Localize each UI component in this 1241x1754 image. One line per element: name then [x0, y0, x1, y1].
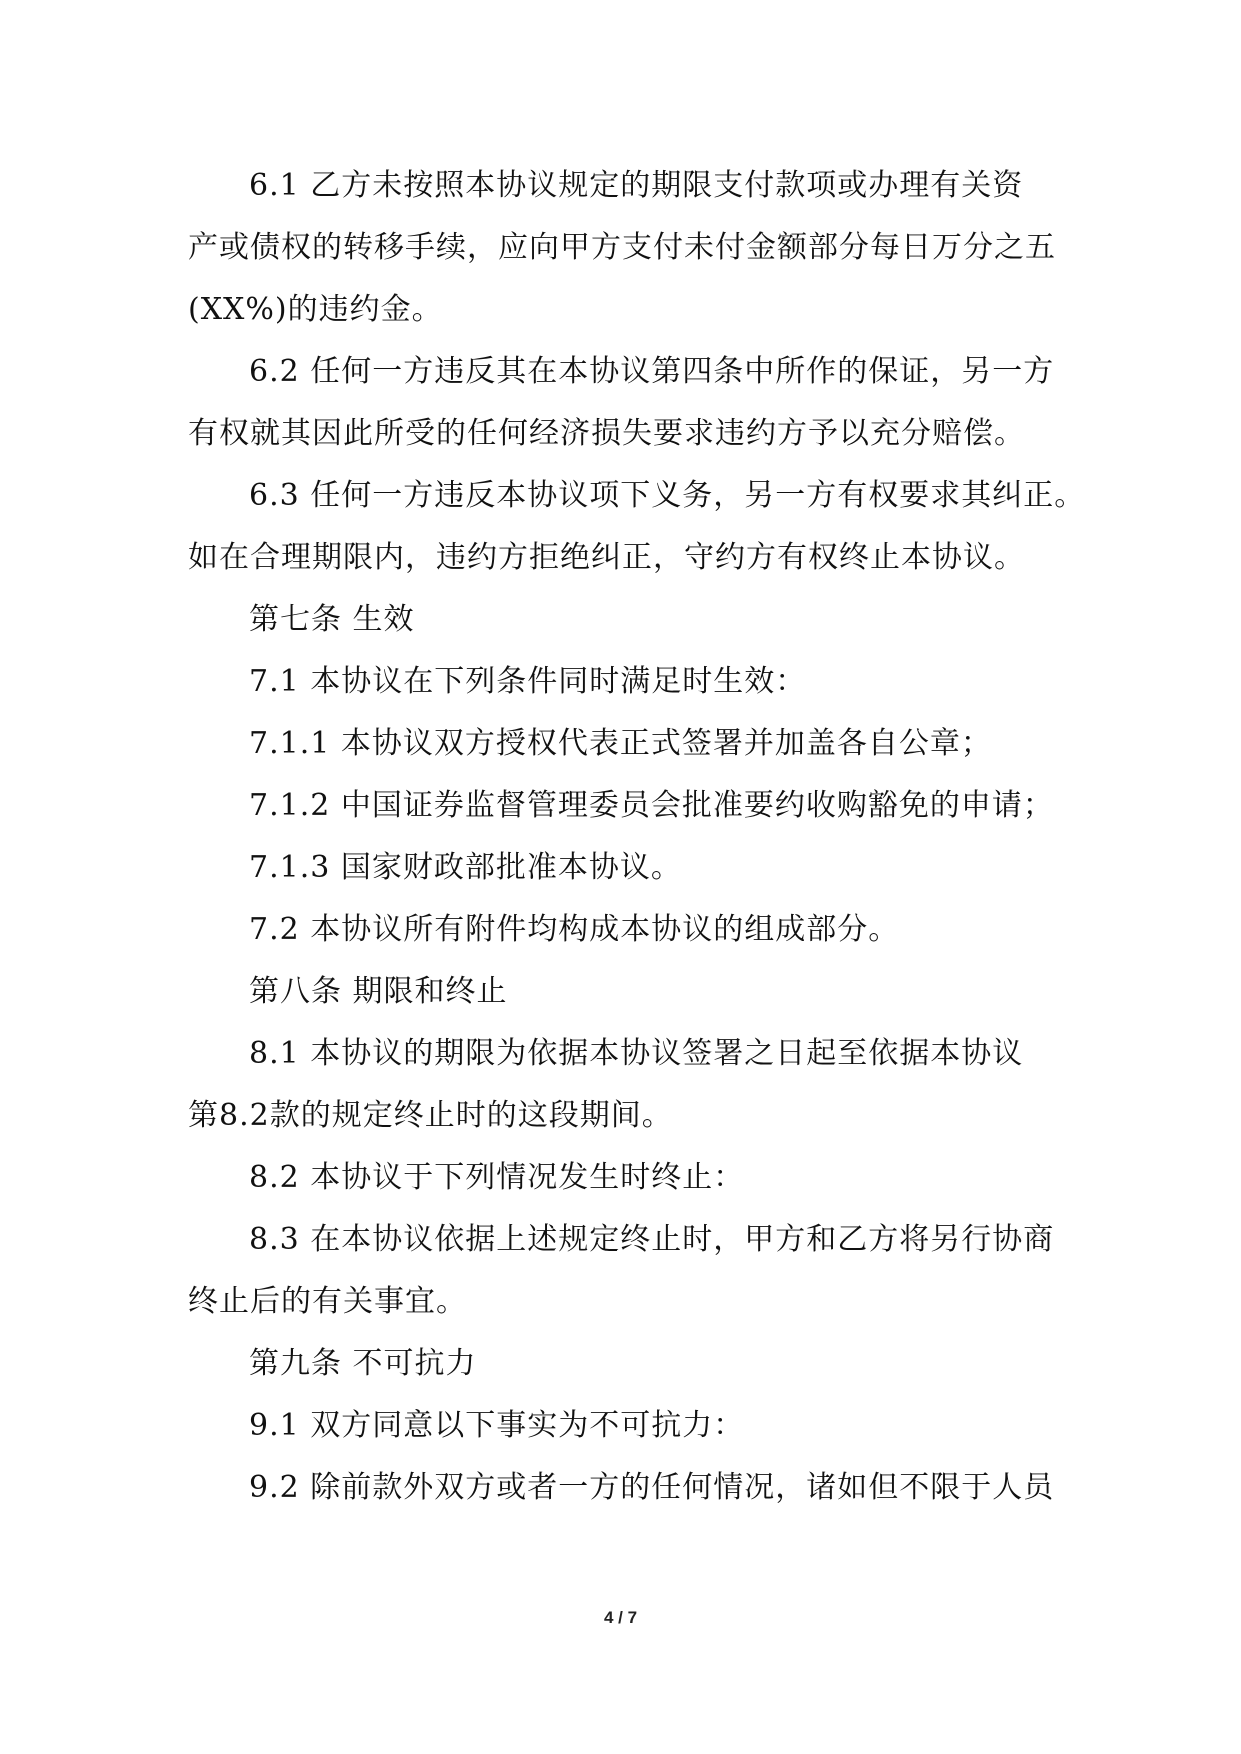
paragraph-8-2: 8.2 本协议于下列情况发生时终止：: [249, 1160, 745, 1195]
paragraph-6-3-line-2: 如在合理期限内，违约方拒绝纠正，守约方有权终止本协议。: [188, 540, 1025, 575]
paragraph-7-1: 7.1 本协议在下列条件同时满足时生效：: [249, 664, 807, 699]
paragraph-6-1-line-3: (XX%)的违约金。: [188, 292, 443, 327]
article-7-heading: 第七条 生效: [249, 602, 415, 637]
paragraph-6-1-line-1: 6.1 乙方未按照本协议规定的期限支付款项或办理有关资: [249, 168, 1024, 203]
article-8-heading: 第八条 期限和终止: [249, 974, 508, 1009]
paragraph-6-1-line-2: 产或债权的转移手续，应向甲方支付未付金额部分每日万分之五: [188, 230, 1056, 265]
paragraph-9-2-line-1: 9.2 除前款外双方或者一方的任何情况，诸如但不限于人员: [249, 1470, 1055, 1505]
article-9-heading: 第九条 不可抗力: [249, 1346, 477, 1381]
paragraph-6-3-line-1: 6.3 任何一方违反本协议项下义务，另一方有权要求其纠正。: [249, 478, 1086, 513]
document-body: [188, 155, 1086, 1519]
paragraph-7-1-2: 7.1.2 中国证券监督管理委员会批准要约收购豁免的申请；: [249, 788, 1054, 823]
paragraph-8-3-line-2: 终止后的有关事宜。: [188, 1284, 467, 1319]
paragraph-6-2-line-2: 有权就其因此所受的任何经济损失要求违约方予以充分赔偿。: [188, 416, 1025, 451]
paragraph-7-1-1: 7.1.1 本协议双方授权代表正式签署并加盖各自公章；: [249, 726, 992, 761]
paragraph-8-1-line-1: 8.1 本协议的期限为依据本协议签署之日起至依据本协议: [249, 1036, 1024, 1071]
paragraph-6-2-line-1: 6.2 任何一方违反其在本协议第四条中所作的保证，另一方: [249, 354, 1055, 389]
paragraph-7-1-3: 7.1.3 国家财政部批准本协议。: [249, 850, 682, 885]
paragraph-8-3-line-1: 8.3 在本协议依据上述规定终止时，甲方和乙方将另行协商: [249, 1222, 1055, 1257]
paragraph-9-1: 9.1 双方同意以下事实为不可抗力：: [249, 1408, 745, 1443]
page-number: 4 / 7: [603, 1608, 638, 1627]
paragraph-8-1-line-2: 第8.2款的规定终止时的这段期间。: [188, 1098, 673, 1133]
paragraph-7-2: 7.2 本协议所有附件均构成本协议的组成部分。: [249, 912, 900, 947]
